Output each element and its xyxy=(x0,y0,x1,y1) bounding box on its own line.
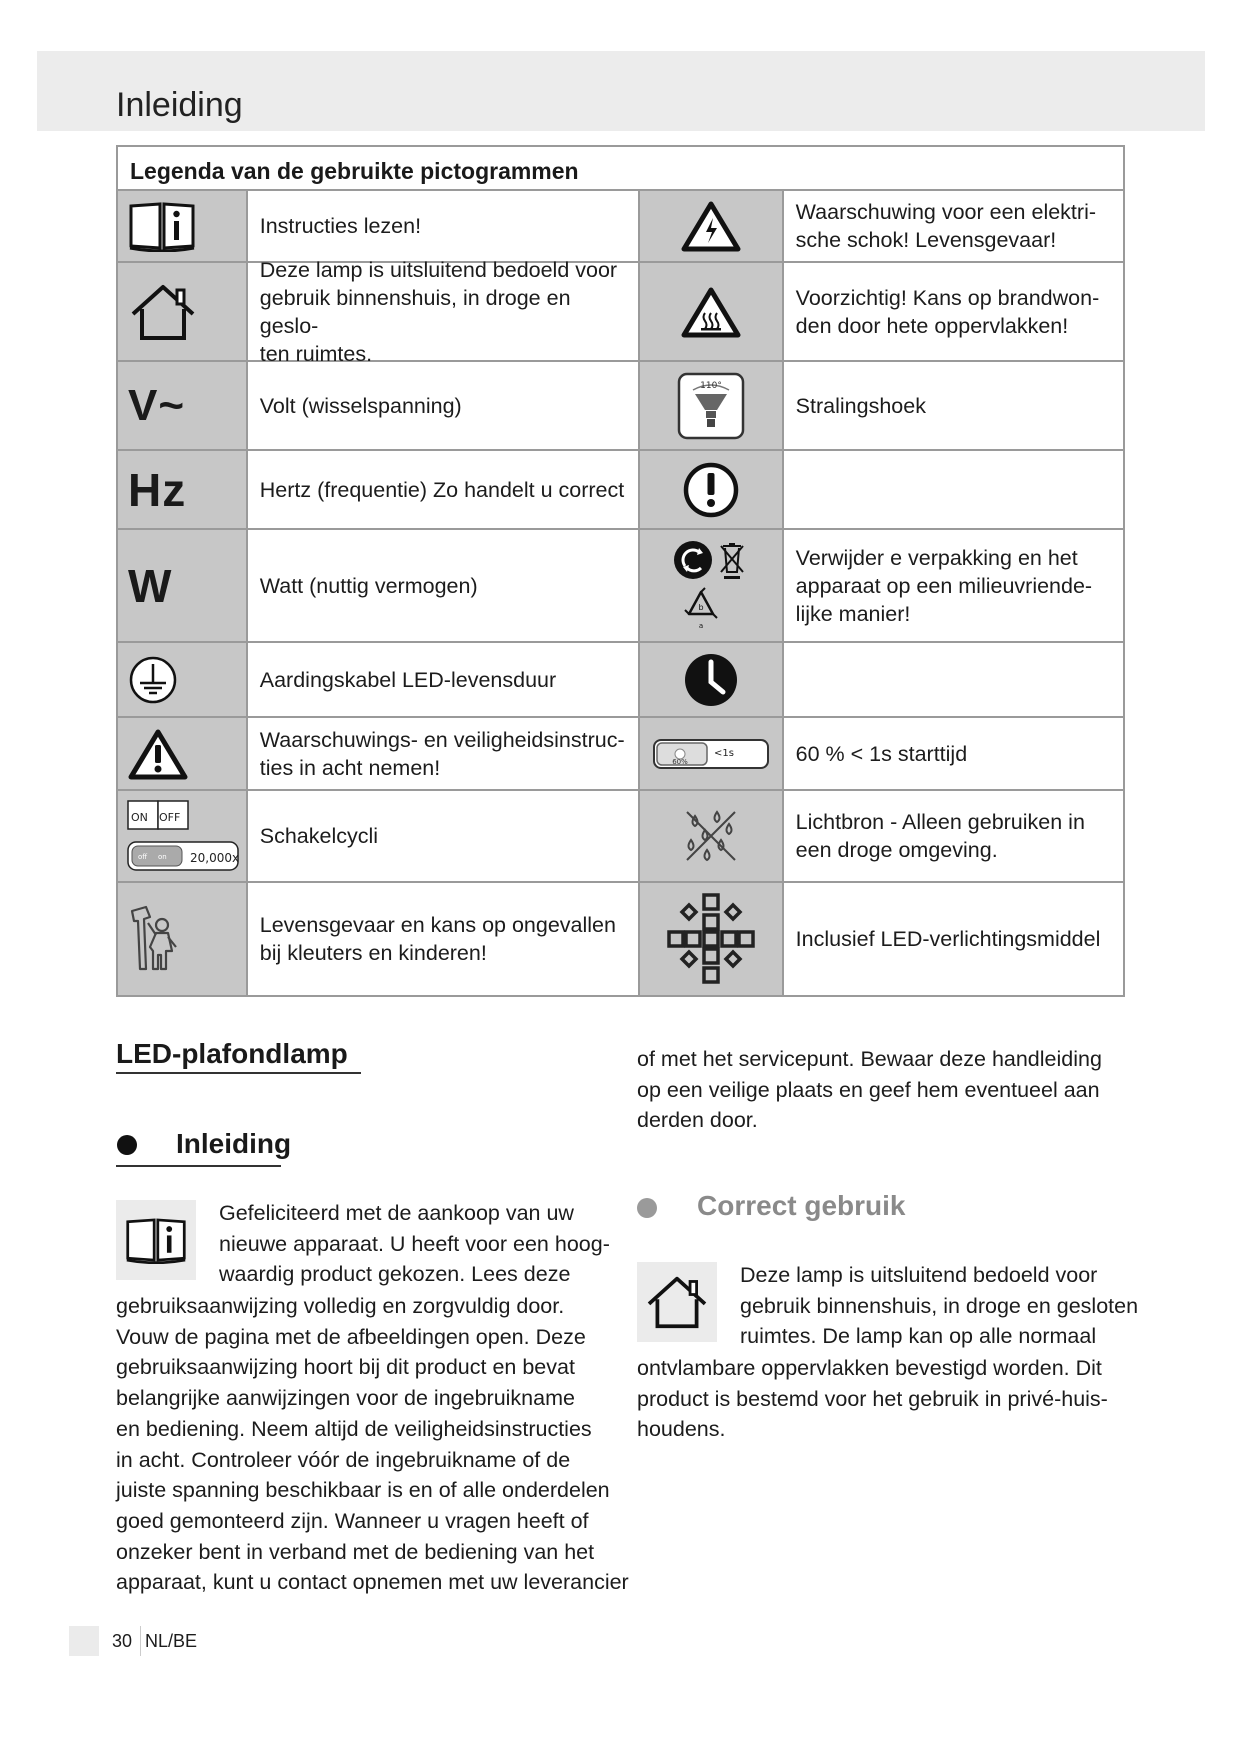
legend-row xyxy=(118,530,1123,643)
legend-text: Instructies lezen! xyxy=(259,214,422,238)
product-heading: LED-plafondlamp xyxy=(116,1038,361,1074)
recycling-icons xyxy=(638,530,784,641)
intro-paragraph-continued: of met het servicepunt. Bewaar deze handleiding op een veilige plaats en geef hem eventueel aan derden door. xyxy=(637,1047,1102,1133)
legend-text: Schakelcycli xyxy=(259,824,379,848)
switch-cycles-icon xyxy=(118,791,248,881)
electric-shock-warning-icon xyxy=(638,191,784,261)
svg-text:a: a xyxy=(698,621,703,630)
intro-paragraph-indent: Gefeliciteerd met de aankoop van uw nieuwe apparaat. U heeft voor een hoog- waardig product gekozen. Lees deze xyxy=(219,1201,610,1287)
start-time-percent: 60% xyxy=(672,757,688,766)
intro-paragraph: gebruiksaanwijzing volledig en zorgvuldig door. Vouw de pagina met de afbeeldingen open. Deze gebruiksaanwijzing hoort bij dit product en bevat belangrijke aanwijzingen voor de ingebruikname en bediening. Neem altijd de veiligheidsinstructies in acht. Controleer vóór de ingebruikname of de juiste spanning beschikbaar is en of alle onderdelen goed gemonteerd zijn. Wanneer u vragen heeft of onzeker bent in verband met de bediening van het apparaat, kunt u contact opnemen met uw leverancier xyxy=(116,1294,629,1595)
legend-row xyxy=(118,643,1123,718)
legend-text: Verwijder e verpakking en het apparaat op een milieuvriende- lijke manier! xyxy=(795,545,1093,626)
page-number: 30 xyxy=(112,1631,133,1651)
intro-heading: Inleiding xyxy=(116,1125,281,1167)
legend-row xyxy=(118,362,1123,451)
legend-text: Waarschuwings- en veiligheidsinstruc- ties in acht nemen! xyxy=(259,727,625,780)
indoor-house-icon xyxy=(118,263,248,360)
legend-row xyxy=(118,191,1123,263)
instructions-book-icon xyxy=(116,1200,196,1280)
legend-text xyxy=(784,451,1123,528)
legend-text: Stralingshoek xyxy=(795,393,926,418)
correct-use-paragraph-indent: Deze lamp is uitsluitend bedoeld voor gebruik binnenshuis, in droge en gesloten ruimtes. De lamp kan op alle normaal xyxy=(740,1263,1139,1349)
bullet-icon xyxy=(117,1135,137,1155)
instructions-book-icon xyxy=(118,191,248,261)
legend-title: Legenda van de gebruikte pictogrammen xyxy=(118,147,1123,191)
exclamation-circle-icon xyxy=(638,451,784,528)
legend-text: Aardingskabel LED-levensduur xyxy=(259,667,557,692)
legend-row xyxy=(118,791,1123,883)
legend-row xyxy=(118,451,1123,530)
toggle-off-label: off xyxy=(138,853,148,861)
legend-text xyxy=(784,643,1123,716)
legend-row xyxy=(118,718,1123,791)
legend-text: Waarschuwing voor een elektri- sche schok! Levensgevaar! xyxy=(795,200,1096,252)
volt-symbol: V~ xyxy=(118,362,248,449)
clock-icon xyxy=(638,643,784,716)
page-marker xyxy=(69,1626,99,1656)
switch-on-label: ON xyxy=(131,811,148,824)
legend-row xyxy=(118,257,1123,366)
cycles-count-label: 20,000x xyxy=(190,851,240,865)
page-title: Inleiding xyxy=(116,86,243,124)
footer-divider xyxy=(140,1626,141,1656)
legend-text: Deze lamp is uitsluitend bedoeld voor gebruik binnenshuis, in droge en geslo- ten ruimtes. xyxy=(259,257,618,366)
toggle-on-label: on xyxy=(158,853,167,861)
legend-row xyxy=(118,883,1123,995)
legend-text: Voorzichtig! Kans op brandwon- den door hete oppervlakken! xyxy=(795,285,1100,338)
start-time-icon xyxy=(638,718,784,789)
hertz-symbol: Hz xyxy=(118,451,248,528)
legend-text: Inclusief LED-verlichtingsmiddel xyxy=(795,927,1101,951)
start-time-seconds: <1s xyxy=(713,747,734,759)
svg-text:b: b xyxy=(698,602,704,612)
legend-text: Hertz (frequentie) Zo handelt u correct xyxy=(259,477,625,502)
beam-angle-label: 110° xyxy=(699,380,722,391)
hot-surface-warning-icon xyxy=(638,263,784,360)
legend-text: 60 % < 1s starttijd xyxy=(795,741,968,766)
child-hazard-icon xyxy=(118,883,248,995)
earth-ground-icon xyxy=(118,643,248,716)
warning-triangle-icon xyxy=(118,718,248,789)
legend-text: Lichtbron - Alleen gebruiken in een droge omgeving. xyxy=(795,810,1085,862)
bullet-icon xyxy=(637,1198,657,1218)
legend-table xyxy=(116,145,1125,997)
led-included-icon xyxy=(638,883,784,995)
legend-text: Watt (nuttig vermogen) xyxy=(259,573,478,598)
switch-off-label: OFF xyxy=(159,811,181,824)
correct-use-heading: Correct gebruik xyxy=(637,1186,937,1226)
correct-use-paragraph: ontvlambare oppervlakken bevestigd worden. Dit product is bestemd voor het gebruik in privé-huis- houdens. xyxy=(637,1356,1108,1442)
watt-symbol: W xyxy=(118,530,248,641)
page-language: NL/BE xyxy=(145,1631,198,1651)
beam-angle-icon xyxy=(638,362,784,449)
indoor-house-icon xyxy=(637,1262,717,1342)
legend-text: Levensgevaar en kans op ongevallen bij kleuters en kinderen! xyxy=(259,913,616,965)
legend-text: Volt (wisselspanning) xyxy=(259,393,462,418)
dry-use-only-icon xyxy=(638,791,784,881)
